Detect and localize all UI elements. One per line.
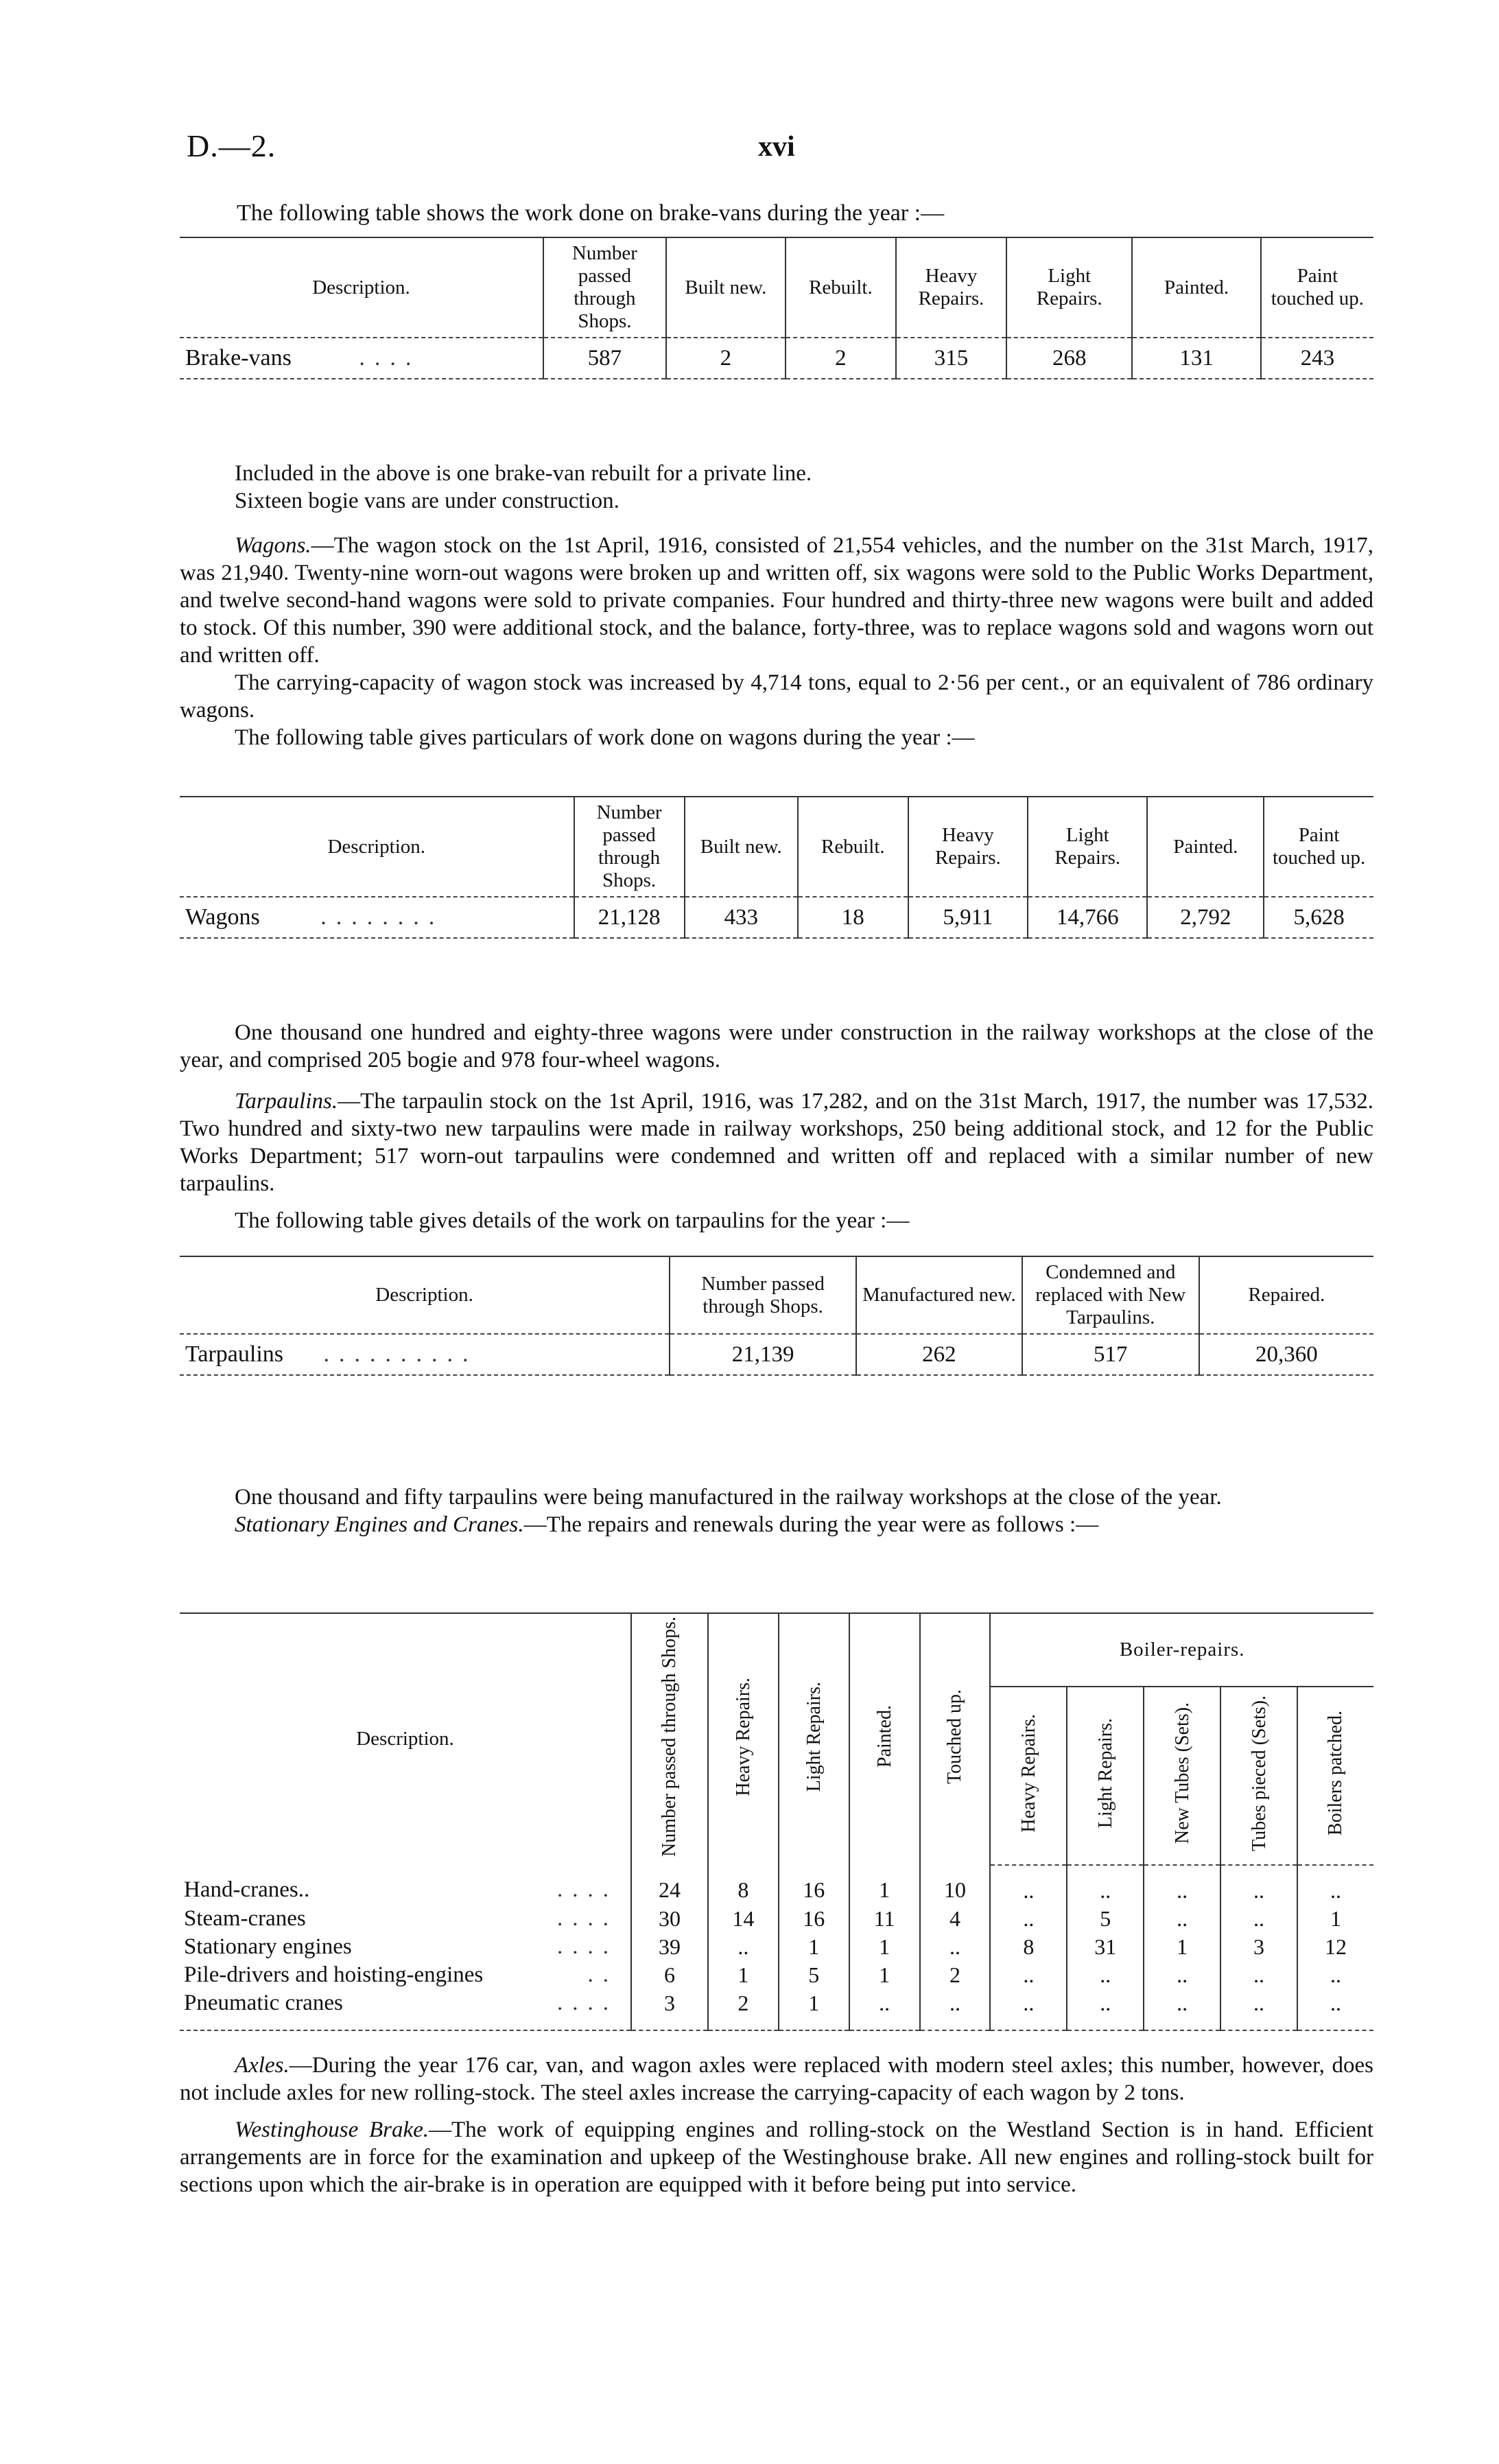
cell: .. <box>920 1933 991 1961</box>
wagons-table <box>180 796 1373 939</box>
boiler-repairs-group: Boiler-repairs. <box>990 1613 1373 1687</box>
cell: 16 <box>779 1865 849 1905</box>
col-rebuilt: Rebuilt. <box>798 797 908 897</box>
cell: 1 <box>708 1961 779 1989</box>
row-label: Tarpaulins .......... <box>180 1334 670 1375</box>
stationary-table <box>180 1612 1373 2031</box>
cell: 30 <box>631 1905 708 1933</box>
cell: 1 <box>849 1865 920 1905</box>
cell: 5,628 <box>1264 897 1373 938</box>
cell: 8 <box>708 1865 779 1905</box>
col-light-repairs: Light Repairs. <box>1028 797 1147 897</box>
col-heavy-repairs: Heavy Repairs. <box>896 237 1006 338</box>
cell: 433 <box>685 897 798 938</box>
col-passed: Number passed through Shops. <box>670 1256 856 1334</box>
cell: .. <box>1220 1905 1297 1933</box>
table-row <box>180 1961 1373 1989</box>
cell: 31 <box>1067 1933 1144 1961</box>
col-boilers-patched: Boilers patched. <box>1325 1711 1347 1835</box>
cell: 262 <box>856 1334 1022 1375</box>
row-label: Hand-cranes.. .... <box>184 1877 619 1903</box>
col-heavy-repairs: Heavy Repairs. <box>908 797 1028 897</box>
cell: 18 <box>798 897 908 938</box>
col-description: Description. <box>180 797 574 897</box>
cell: 20,360 <box>1199 1334 1373 1375</box>
cell: 24 <box>631 1865 708 1905</box>
tarpaulins-intro: The following table gives details of the work on tarpaulins for the year :— <box>235 1208 910 1233</box>
wagons-section <box>180 532 1373 751</box>
tarpaulins-heading: Tarpaulins. <box>235 1089 338 1114</box>
col-boiler-heavy: Heavy Repairs. <box>1017 1713 1039 1833</box>
document-reference: D.—2. <box>187 128 276 163</box>
cell: .. <box>1067 1865 1144 1905</box>
wagons-para2: The carrying-capacity of wagon stock was increased by 4,714 tons, equal to 2·56 per cent., or an equivalent of 786 ordinary wagons. <box>180 670 1373 723</box>
cell: 21,128 <box>574 897 685 938</box>
cell: 6 <box>631 1961 708 1989</box>
col-boiler-light: Light Repairs. <box>1094 1717 1116 1829</box>
col-description: Description. <box>180 237 543 338</box>
cell: .. <box>1144 1865 1220 1905</box>
tarpaulins-table <box>180 1256 1373 1376</box>
cell: 2 <box>920 1961 991 1989</box>
cell: 1 <box>1144 1933 1220 1961</box>
col-heavy-repairs: Heavy Repairs. <box>732 1677 754 1796</box>
cell: 3 <box>1220 1933 1297 1961</box>
cell: 2,792 <box>1147 897 1264 938</box>
cell: 5 <box>1067 1905 1144 1933</box>
cell: 1 <box>779 1933 849 1961</box>
cell: .. <box>990 1989 1067 2030</box>
col-painted: Painted. <box>1132 237 1260 338</box>
cell: 2 <box>708 1989 779 2030</box>
col-built-new: Built new. <box>685 797 798 897</box>
col-light-repairs: Light Repairs. <box>1006 237 1132 338</box>
col-passed: Number passed through Shops. <box>543 237 666 338</box>
cell: .. <box>1297 1961 1373 1989</box>
cell: .. <box>990 1961 1067 1989</box>
tarpaulins-after <box>180 1483 1373 1538</box>
cell: .. <box>990 1905 1067 1933</box>
cell: .. <box>1297 1865 1373 1905</box>
table-row <box>180 338 1373 379</box>
westinghouse-heading: Westinghouse Brake. <box>235 2117 429 2142</box>
cell: .. <box>1220 1989 1297 2030</box>
stationary-intro: —The repairs and renewals during the year were as follows :— <box>523 1512 1099 1537</box>
wagons-after-text: One thousand one hundred and eighty-three wagons were under construction in the railway workshops at the close of the year, and comprised 205 bogie and 978 four-wheel wagons. <box>180 1020 1373 1072</box>
cell: .. <box>1067 1961 1144 1989</box>
note: Included in the above is one brake-van rebuilt for a private line. <box>235 461 812 486</box>
tarpaulins-para1: —The tarpaulin stock on the 1st April, 1916, was 17,282, and on the 31st March, 1917, the number was 17,532. Two hundred and sixty-two new tarpaulins were made in railway workshops, 250 being additional stock, and 12 for the Public Works Department; 517 worn-out tarpaulins were condemned and written off and replaced with a similar number of new tarpaulins. <box>180 1089 1373 1196</box>
table-row <box>180 1905 1373 1933</box>
stationary-heading: Stationary Engines and Cranes. <box>235 1512 524 1537</box>
col-condemned: Condemned and replaced with New Tarpaulins. <box>1022 1256 1199 1334</box>
axles-section <box>180 2052 1373 2198</box>
cell: 16 <box>779 1905 849 1933</box>
westinghouse-text: —The work of equipping engines and rolling-stock on the Westland Section is in hand. Efficient arrangements are in force for the examination and upkeep of the Westinghouse brake. All new engines and rolling-stock built for sections upon which the air-brake is in operation are equipped with it before being put into service. <box>180 2117 1373 2197</box>
cell: 12 <box>1297 1933 1373 1961</box>
cell: .. <box>1220 1865 1297 1905</box>
table-row <box>180 1933 1373 1961</box>
col-passed: Number passed through Shops. <box>574 797 685 897</box>
col-paint-touched: Paint touched up. <box>1261 237 1373 338</box>
table-row <box>180 1865 1373 1905</box>
col-light-repairs: Light Repairs. <box>803 1681 825 1792</box>
page-number: xvi <box>758 131 795 163</box>
cell: 4 <box>920 1905 991 1933</box>
cell: 1 <box>849 1961 920 1989</box>
cell: 3 <box>631 1989 708 2030</box>
cell: 1 <box>849 1933 920 1961</box>
col-description: Description. <box>180 1256 670 1334</box>
table-row <box>180 1989 1373 2030</box>
col-rebuilt: Rebuilt. <box>786 237 896 338</box>
row-label: Wagons ........ <box>180 897 574 938</box>
cell: 11 <box>849 1905 920 1933</box>
brake-vans-intro: The following table shows the work done on brake-vans during the year :— <box>237 200 945 226</box>
wagons-after <box>180 1019 1373 1074</box>
wagons-heading: Wagons. <box>235 533 311 558</box>
col-manufactured: Manufactured new. <box>856 1256 1022 1334</box>
cell: 1 <box>779 1989 849 2030</box>
cell: 5,911 <box>908 897 1028 938</box>
brake-vans-table <box>180 237 1373 379</box>
col-painted: Painted. <box>1147 797 1264 897</box>
wagons-para1: —The wagon stock on the 1st April, 1916, consisted of 21,554 vehicles, and the number on the 31st March, 1917, was 21,940. Twenty-nine worn-out wagons were broken up and written off, six wagons were sold to the Public Works Department, and twelve second-hand wagons were sold to private companies. Four hundred and thirty-three new wagons were built and added to stock. Of this number, 390 were additional stock, and the balance, forty-three, was to replace wagons sold and wagons worn out and written off. <box>180 533 1373 668</box>
axles-heading: Axles. <box>235 2053 290 2078</box>
brake-vans-notes <box>180 460 1373 515</box>
row-label: Brake-vans .... <box>180 338 543 379</box>
col-painted: Painted. <box>873 1705 895 1768</box>
col-repaired: Repaired. <box>1199 1256 1373 1334</box>
col-description: Description. <box>180 1613 631 1865</box>
tarpaulins-after-text: One thousand and fifty tarpaulins were being manufactured in the railway workshops at the close of the year. <box>235 1485 1222 1510</box>
cell: 2 <box>666 338 786 379</box>
cell: 5 <box>779 1961 849 1989</box>
note: Sixteen bogie vans are under construction. <box>235 489 619 513</box>
cell: .. <box>708 1933 779 1961</box>
cell: .. <box>1067 1989 1144 2030</box>
cell: 39 <box>631 1933 708 1961</box>
table-row <box>180 897 1373 938</box>
cell: 14 <box>708 1905 779 1933</box>
row-label: Pile-drivers and hoisting-engines .. <box>184 1962 619 1987</box>
cell: 1 <box>1297 1905 1373 1933</box>
cell: 14,766 <box>1028 897 1147 938</box>
cell: 587 <box>543 338 666 379</box>
tarpaulins-section <box>180 1088 1373 1234</box>
cell: .. <box>849 1989 920 2030</box>
cell: 131 <box>1132 338 1260 379</box>
axles-text: —During the year 176 car, van, and wagon axles were replaced with modern steel axles; this number, however, does not include axles for new rolling-stock. The steel axles increase the carrying-capacity of each wagon by 2 tons. <box>180 2053 1373 2105</box>
cell: .. <box>1144 1989 1220 2030</box>
cell: .. <box>1220 1961 1297 1989</box>
wagons-intro: The following table gives particulars of work done on wagons during the year :— <box>235 725 975 750</box>
cell: .. <box>1144 1961 1220 1989</box>
row-label: Stationary engines .... <box>184 1934 619 1959</box>
col-tubes-pieced: Tubes pieced (Sets). <box>1248 1695 1270 1851</box>
cell: 2 <box>786 338 896 379</box>
col-built-new: Built new. <box>666 237 786 338</box>
table-row <box>180 1334 1373 1375</box>
cell: .. <box>920 1989 991 2030</box>
col-passed: Number passed through Shops. <box>659 1617 681 1857</box>
cell: .. <box>1144 1905 1220 1933</box>
cell: 268 <box>1006 338 1132 379</box>
cell: 21,139 <box>670 1334 856 1375</box>
col-new-tubes: New Tubes (Sets). <box>1171 1702 1193 1844</box>
row-label: Steam-cranes .... <box>184 1905 619 1931</box>
cell: 517 <box>1022 1334 1199 1375</box>
col-touched-up: Touched up. <box>944 1689 966 1784</box>
cell: 10 <box>920 1865 991 1905</box>
col-paint-touched: Paint touched up. <box>1264 797 1373 897</box>
cell: 243 <box>1261 338 1373 379</box>
cell: .. <box>990 1865 1067 1905</box>
row-label: Pneumatic cranes .... <box>180 1989 631 2030</box>
cell: 8 <box>990 1933 1067 1961</box>
cell: .. <box>1297 1989 1373 2030</box>
cell: 315 <box>896 338 1006 379</box>
